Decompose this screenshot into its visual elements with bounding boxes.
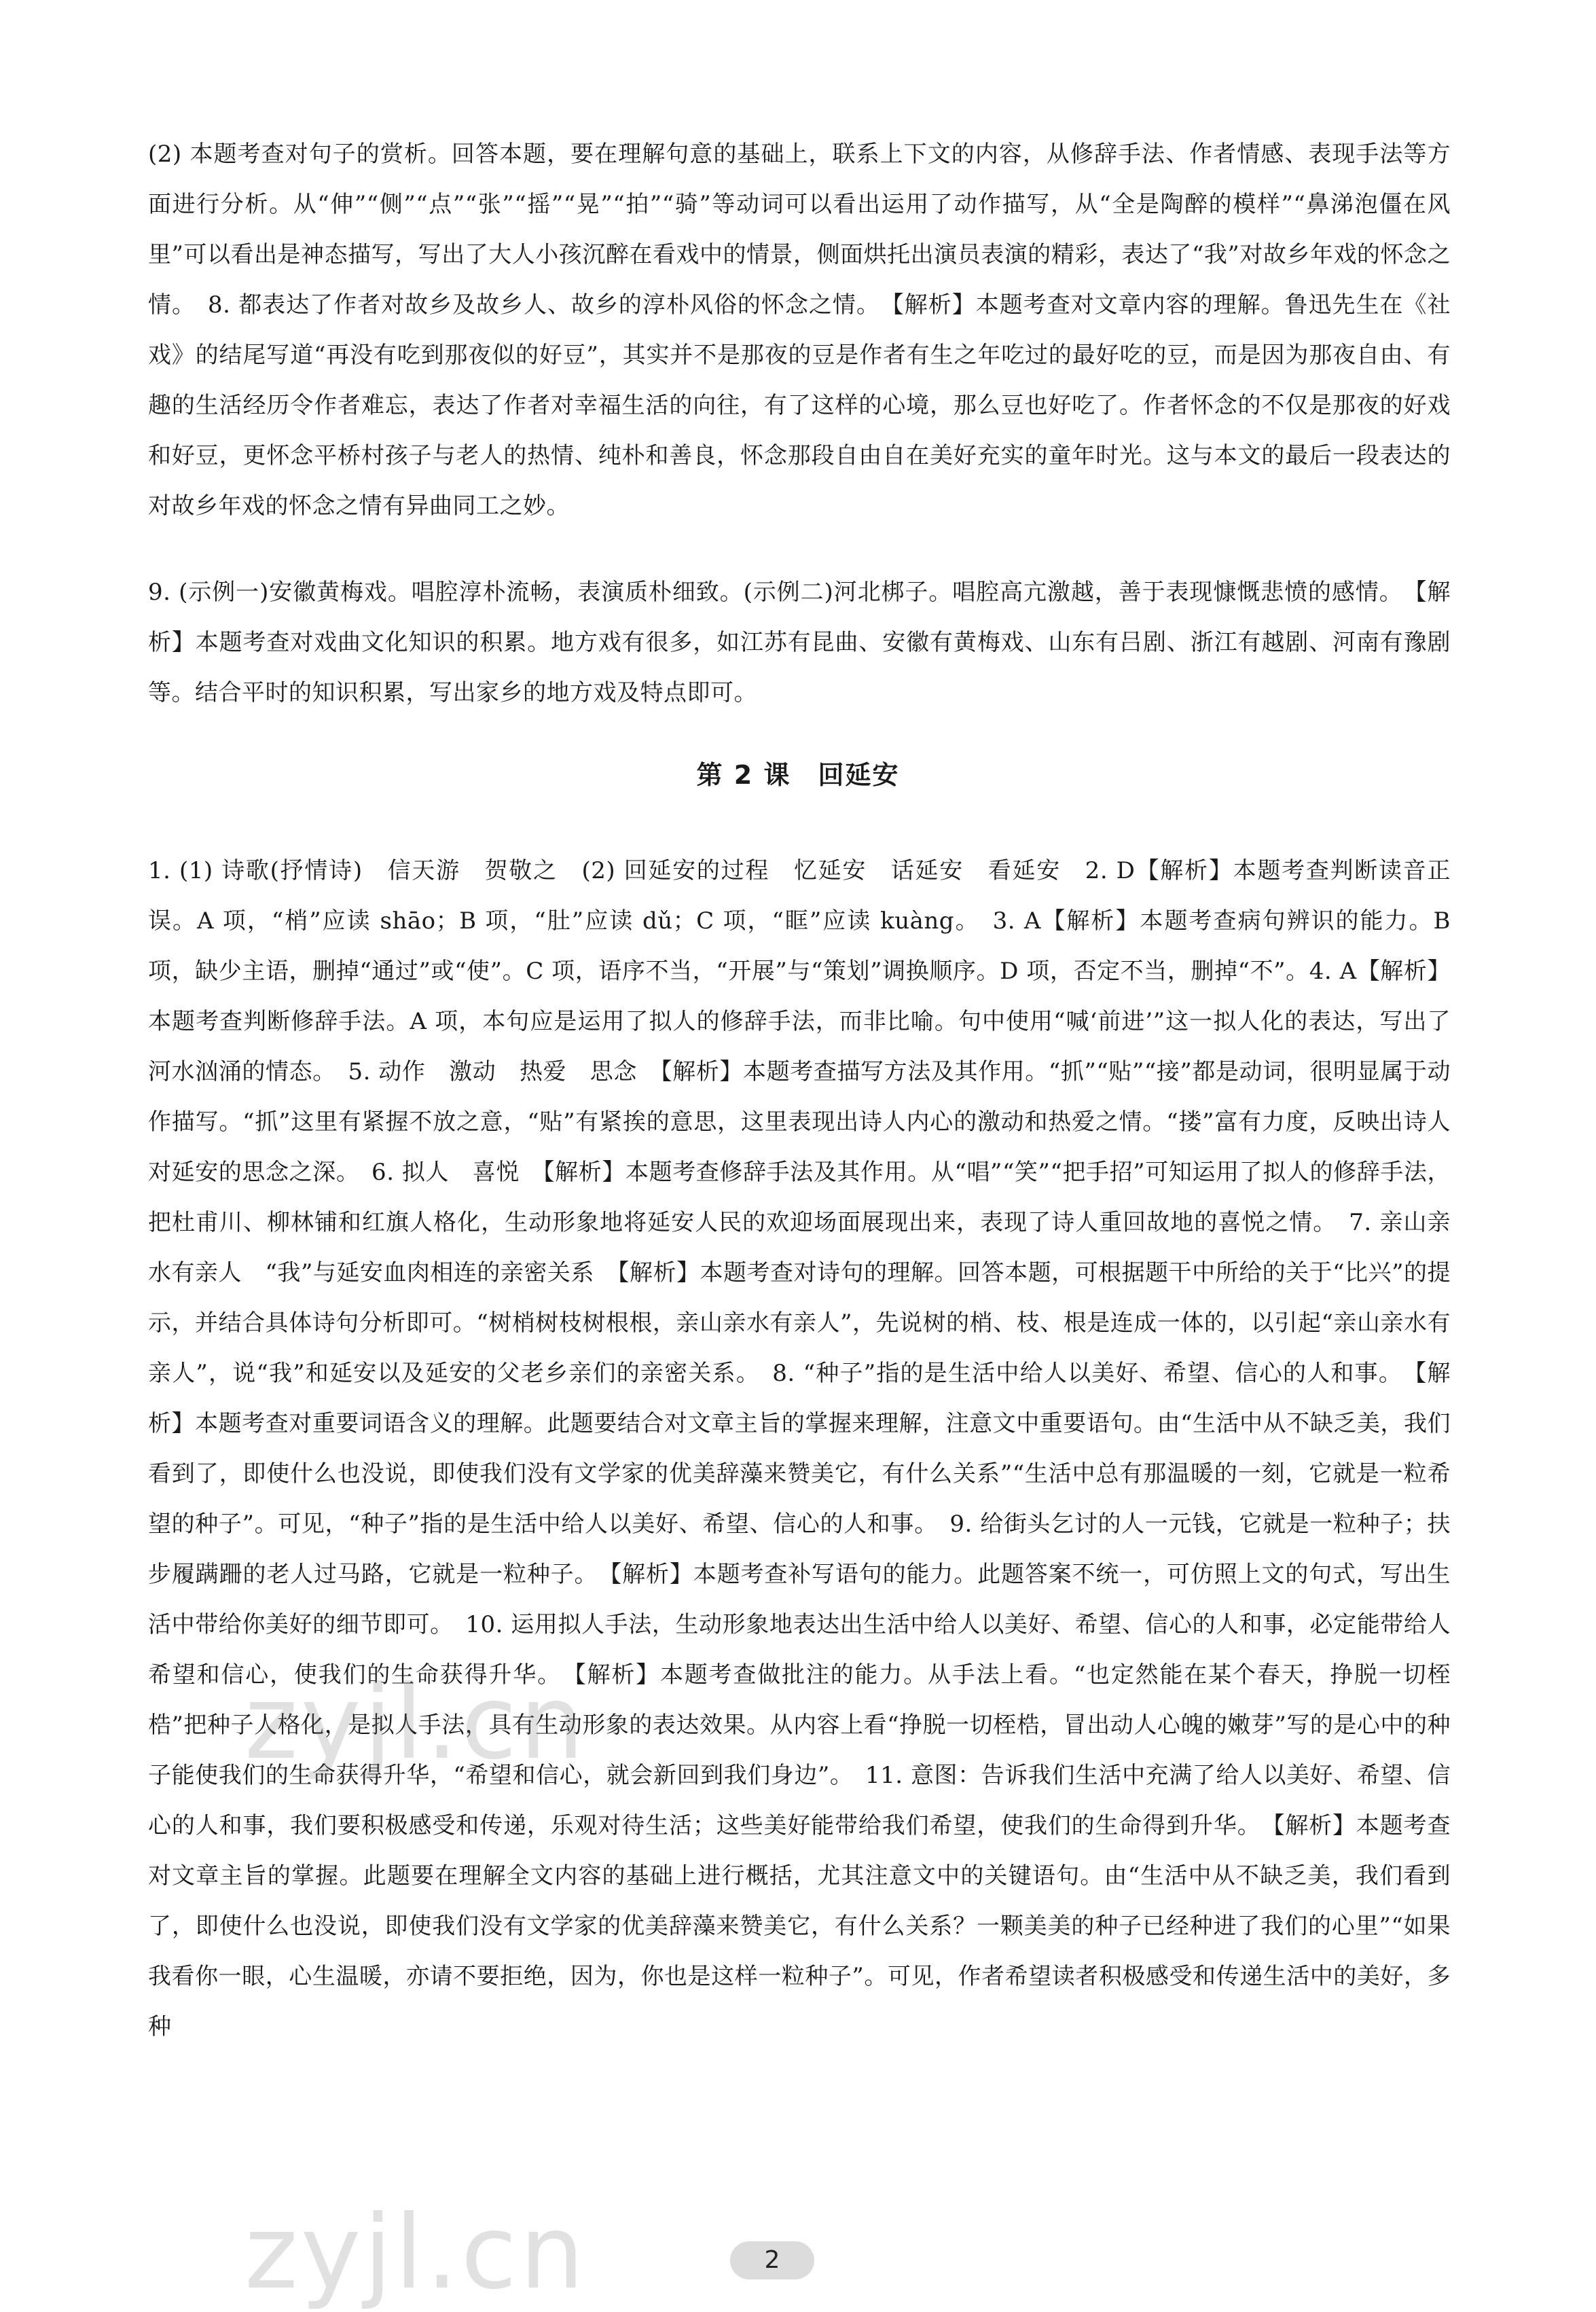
watermark-bottom: zyjl.cn <box>244 2194 587 2312</box>
lesson-heading: 第 2 课 回延安 <box>696 760 900 790</box>
answer-paragraph-3 <box>148 846 1451 2052</box>
answer-paragraph-1 <box>148 129 1451 531</box>
answer-paragraph-2 <box>148 567 1451 718</box>
page-number-badge: 2 <box>730 2241 814 2279</box>
watermark-middle: zyjl.cn <box>244 1664 587 1782</box>
answer-text-3: 1. (1) 诗歌(抒情诗) 信天游 贺敬之 (2) 回延安的过程 忆延安 话延安 看延安 2. D【解析】本题考查判断读音正误。A 项，“梢”应读 shāo；B 项，“肚”应读 dǔ；C 项，“眶”应读 kuàng。 3. A【解析】本题考查病句辨识的能力。B 项，缺少主语，删掉“通过”或“使”。C 项，语序不当，“开展”与“策划”调换顺序。D 项，否定不当，删掉“不”。4. A【解析】本题考查判断修辞手法。A 项，本句应是运用了拟人的修辞手法，而非比喻。句中使用“喊‘前进’”这一拟人化的表达，写出了河水汹涌的情态。 5. 动作 激动 热爱 思念 【解析】本题考查描写方法及其作用。“抓”“贴”“接”都是动词，很明显属于动作描写。“抓”这里有紧握不放之意，“贴”有紧挨的意思，这里表现出诗人内心的激动和热爱之情。“搂”富有力度，反映出诗人对延安的思念之深。 6. 拟人 喜悦 【解析】本题考查修辞手法及其作用。从“唱”“笑”“把手招”可知运用了拟人的修辞手法，把杜甫川、柳林铺和红旗人格化，生动形象地将延安人民的欢迎场面展现出来，表现了诗人重回故地的喜悦之情。 7. 亲山亲水有亲人 “我”与延安血肉相连的亲密关系 【解析】本题考查对诗句的理解。回答本题，可根据题干中所给的关于“比兴”的提示，并结合具体诗句分析即可。“树梢树枝树根根，亲山亲水有亲人”，先说树的梢、枝、根是连成一体的，以引起“亲山亲水有亲人”，说“我”和延安以及延安的父老乡亲们的亲密关系。 8. “种子”指的是生活中给人以美好、希望、信心的人和事。 【解析】本题考查对重要词语含义的理解。此题要结合对文章主旨的掌握来理解，注意文中重要语句。由“生活中从不缺乏美，我们看到了，即使什么也没说，即使我们没有文学家的优美辞藻来赞美它，有什么关系”“生活中总有那温暖的一刻，它就是一粒希望的种子”。可见，“种子”指的是生活中给人以美好、希望、信心的人和事。 9. 给街头乞讨的人一元钱，它就是一粒种子；扶步履蹒跚的老人过马路，它就是一粒种子。 【解析】本题考查补写语句的能力。此题答案不统一，可仿照上文的句式，写出生活中带给你美好的细节即可。 10. 运用拟人手法，生动形象地表达出生活中给人以美好、希望、信心的人和事，必定能带给人希望和信心，使我们的生命获得升华。 【解析】本题考查做批注的能力。从手法上看。“也定然能在某个春天，挣脱一切桎梏”把种子人格化，是拟人手法，具有生动形象的表达效果。从内容上看“挣脱一切桎梏，冒出动人心魄的嫩芽”写的是心中的种子能使我们的生命获得升华，“希望和信心，就会新回到我们身边”。 11. 意图：告诉我们生活中充满了给人以美好、希望、信心的人和事，我们要积极感受和传递，乐观对待生活；这些美好能带给我们希望，使我们的生命得到升华。 【解析】本题考查对文章主旨的掌握。此题要在理解全文内容的基础上进行概括，尤其注意文中的关键语句。由“生活中从不缺乏美，我们看到了，即使什么也没说，即使我们没有文学家的优美辞藻来赞美它，有什么关系？一颗美美的种子已经种进了我们的心里”“如果我看你一眼，心生温暖，亦请不要拒绝，因为，你也是这样一粒种子”。可见，作者希望读者积极感受和传递生活中的美好，多种 <box>148 857 1451 2040</box>
answer-text-1: (2) 本题考查对句子的赏析。回答本题，要在理解句意的基础上，联系上下文的内容，从修辞手法、作者情感、表现手法等方面进行分析。从“伸”“侧”“点”“张”“摇”“晃”“拍”“骑”等动词可以看出运用了动作描写，从“全是陶醉的模样”“鼻涕泡僵在风里”可以看出是神态描写，写出了大人小孩沉醉在看戏中的情景，侧面烘托出演员表演的精彩，表达了“我”对故乡年戏的怀念之情。 8. 都表达了作者对故乡及故乡人、故乡的淳朴风俗的怀念之情。 【解析】本题考查对文章内容的理解。鲁迅先生在《社戏》的结尾写道“再没有吃到那夜似的好豆”，其实并不是那夜的豆是作者有生之年吃过的最好吃的豆，而是因为那夜自由、有趣的生活经历令作者难忘，表达了作者对幸福生活的向往，有了这样的心境，那么豆也好吃了。作者怀念的不仅是那夜的好戏和好豆，更怀念平桥村孩子与老人的热情、纯朴和善良，怀念那段自由自在美好充实的童年时光。这与本文的最后一段表达的对故乡年戏的怀念之情有异曲同工之妙。 <box>148 141 1451 520</box>
answer-text-2: 9. (示例一)安徽黄梅戏。唱腔淳朴流畅，表演质朴细致。(示例二)河北梆子。唱腔高亢激越，善于表现慷慨悲愤的感情。 【解析】本题考查对戏曲文化知识的积累。地方戏有很多，如江苏有昆曲、安徽有黄梅戏、山东有吕剧、浙江有越剧、河南有豫剧等。结合平时的知识积累，写出家乡的地方戏及特点即可。 <box>148 579 1451 706</box>
